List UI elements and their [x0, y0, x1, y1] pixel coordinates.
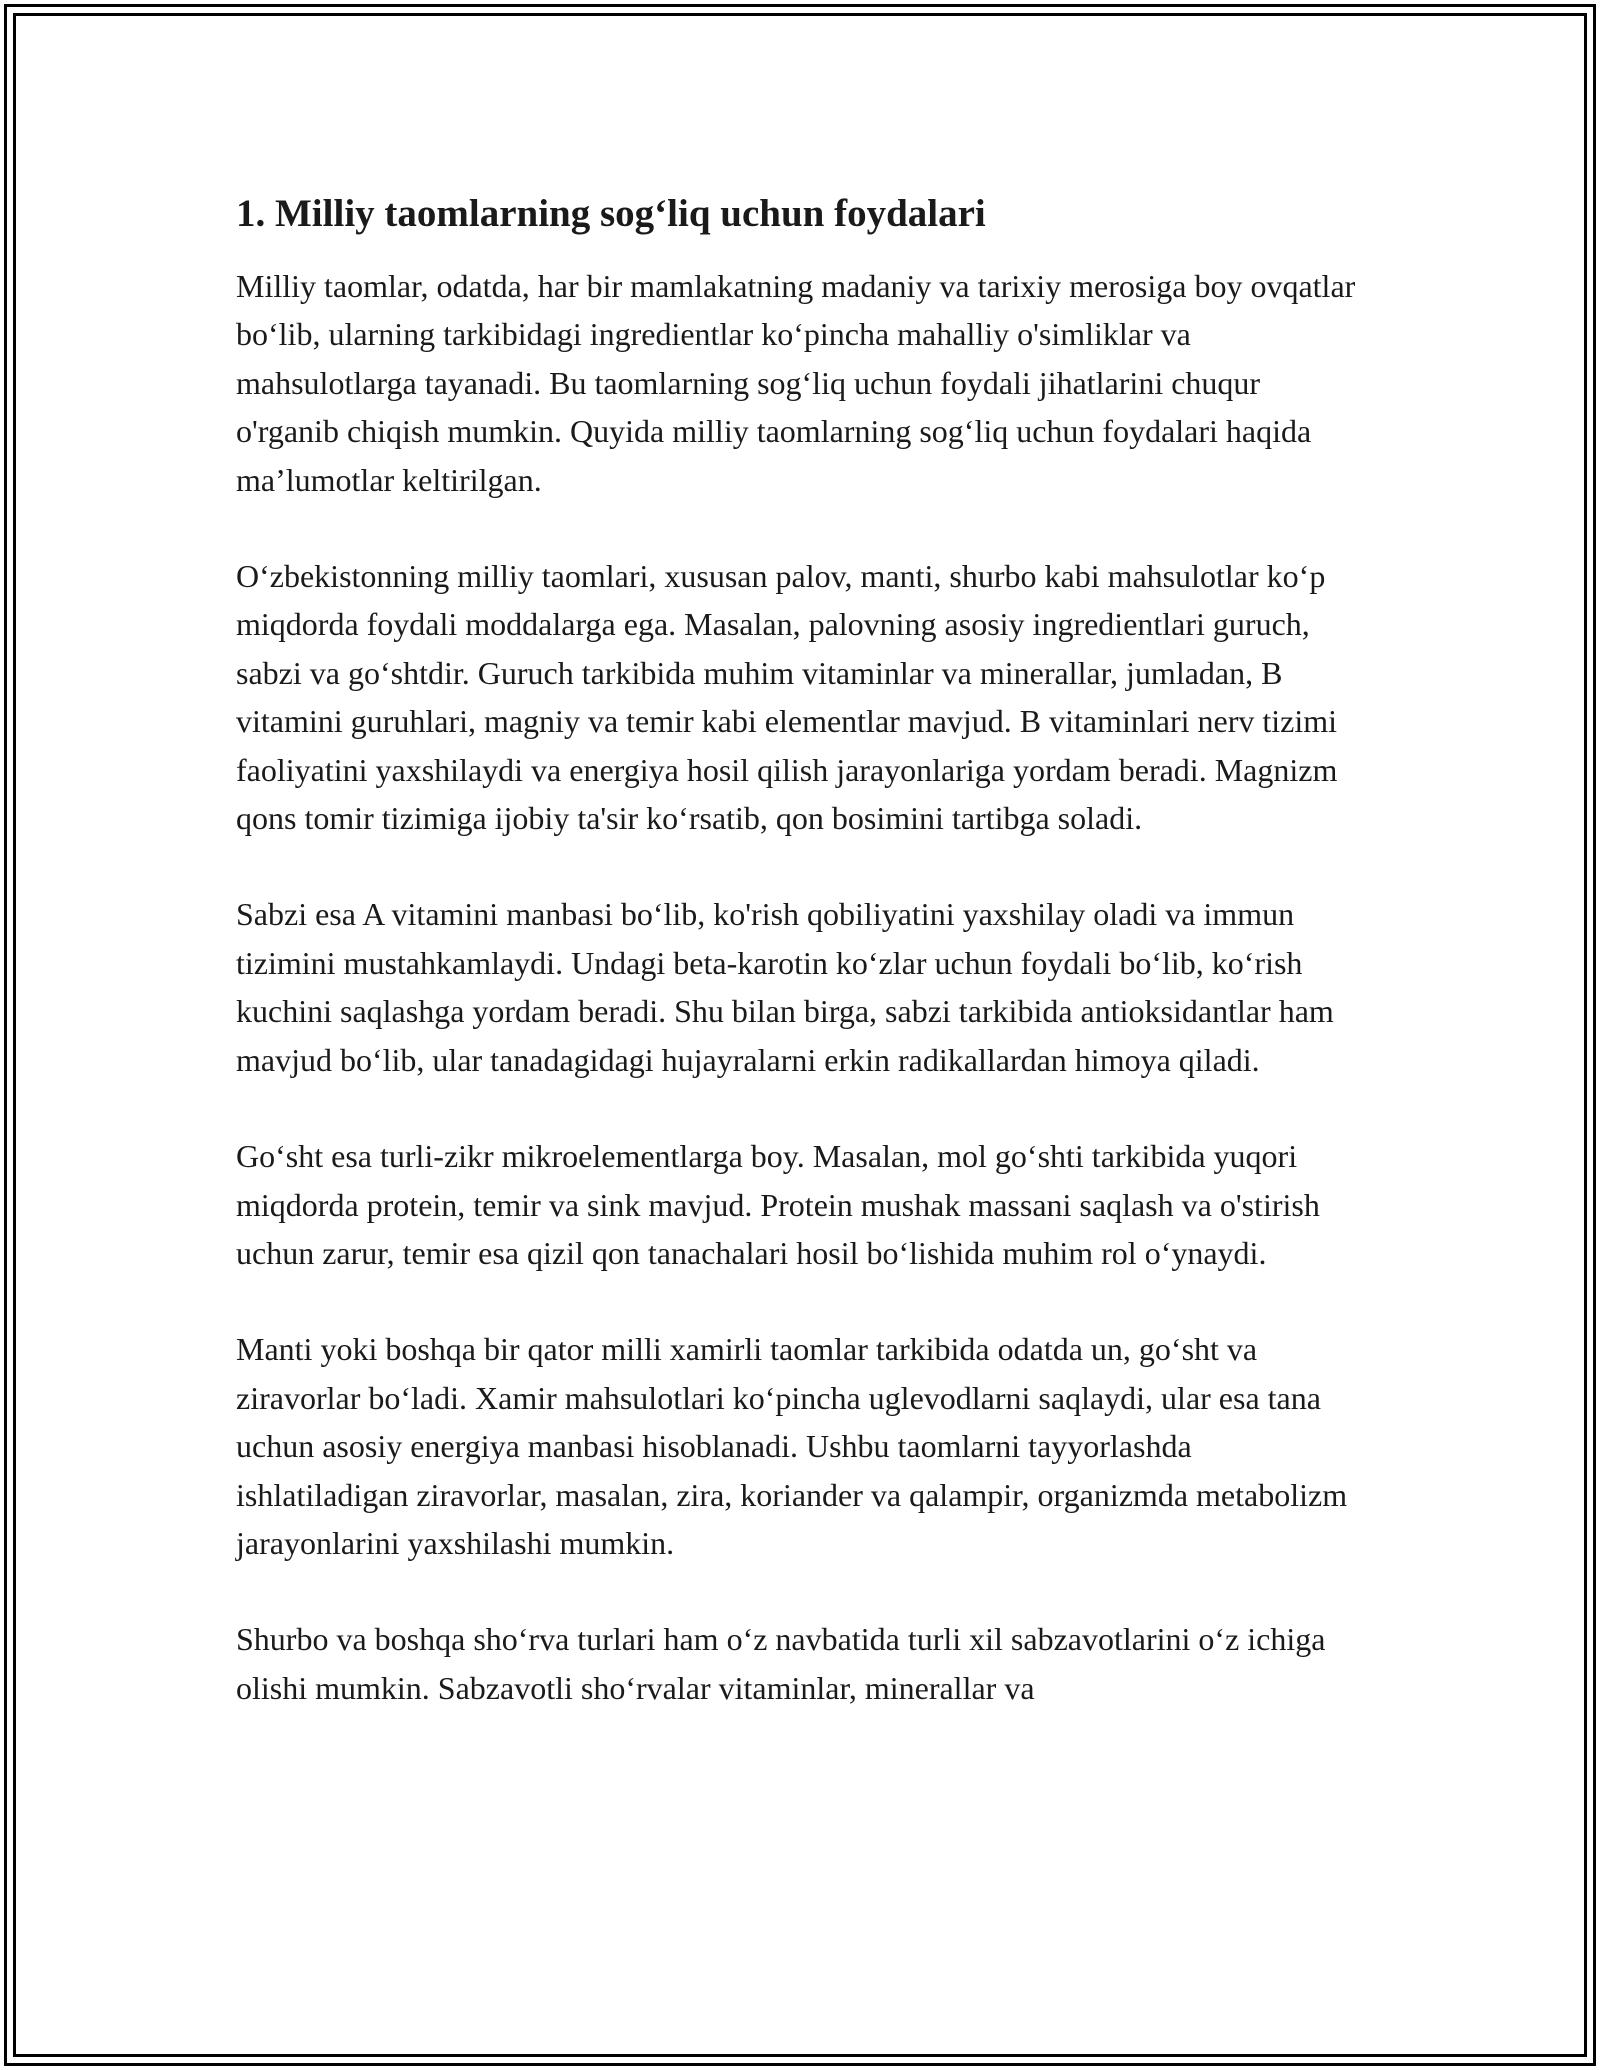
paragraph-carrot: Sabzi esa A vitamini manbasi bo‘lib, ko'rish qobiliyatini yaxshilay oladi va immun tizimini mustahkamlaydi. Undagi beta-karotin ko‘zlar uchun foydali bo‘lib, ko‘rish kuchini saqlashga yordam beradi. Shu bilan birga, sabzi tarkibida antioksidantlar ham mavjud bo‘lib, ular tanadagidagi hujayralarni erkin radikallardan himoya qiladi.: [236, 896, 1334, 1078]
paragraph-shurbo: Shurbo va boshqa sho‘rva turlari ham o‘z navbatida turli xil sabzavotlarini o‘z ichiga olishi mumkin. Sabzavotli sho‘rvalar vitaminlar, minerallar va: [236, 1621, 1326, 1706]
paragraph-manti: Manti yoki boshqa bir qator milli xamirli taomlar tarkibida odatda un, go‘sht va ziravorlar bo‘ladi. Xamir mahsulotlari ko‘pincha uglevodlarni saqlaydi, ular esa tana uchun asosiy energiya manbasi hisoblanadi. Ushbu taomlarni tayyorlashda ishlatiladigan ziravorlar, masalan, zira, koriander va qalampir, organizmda metabolizm jarayonlarini yaxshilashi mumkin.: [236, 1331, 1348, 1561]
paragraph-meat: Go‘sht esa turli-zikr mikroelementlarga boy. Masalan, mol go‘shti tarkibida yuqori miqdorda protein, temir va sink mavjud. Protein mushak massani saqlash va o'stirish uchun zarur, temir esa qizil qon tanachalari hosil bo‘lishida muhim rol o‘ynaydi.: [236, 1138, 1320, 1271]
paragraph-intro: Milliy taomlar, odatda, har bir mamlakatning madaniy va tarixiy merosiga boy ovqatlar bo‘lib, ularning tarkibidagi ingredientlar ko‘pincha mahalliy o'simliklar va mahsulotlarga tayanadi. Bu taomlarning sog‘liq uchun foydali jihatlarini chuqur o'rganib chiqish mumkin. Quyida milliy taomlarning sog‘liq uchun foydalari haqida ma’lumotlar keltirilgan.: [236, 268, 1356, 498]
document-body: [236, 186, 1366, 1760]
paragraph-uzbek-dishes: O‘zbekistonning milliy taomlari, xususan palov, manti, shurbo kabi mahsulotlar ko‘p miqdorda foydali moddalarga ega. Masalan, palovning asosiy ingredientlari guruch, sabzi va go‘shtdir. Guruch tarkibida muhim vitaminlar va minerallar, jumladan, B vitamini guruhlari, magniy va temir kabi elementlar mavjud. B vitaminlari nerv tizimi faoliyatini yaxshilaydi va energiya hosil qilish jarayonlariga yordam beradi. Magnizm qons tomir tizimiga ijobiy ta'sir ko‘rsatib, qon bosimini tartibga soladi.: [236, 558, 1338, 837]
section-title: 1. Milliy taomlarning sog‘liq uchun foydalari: [236, 192, 986, 235]
